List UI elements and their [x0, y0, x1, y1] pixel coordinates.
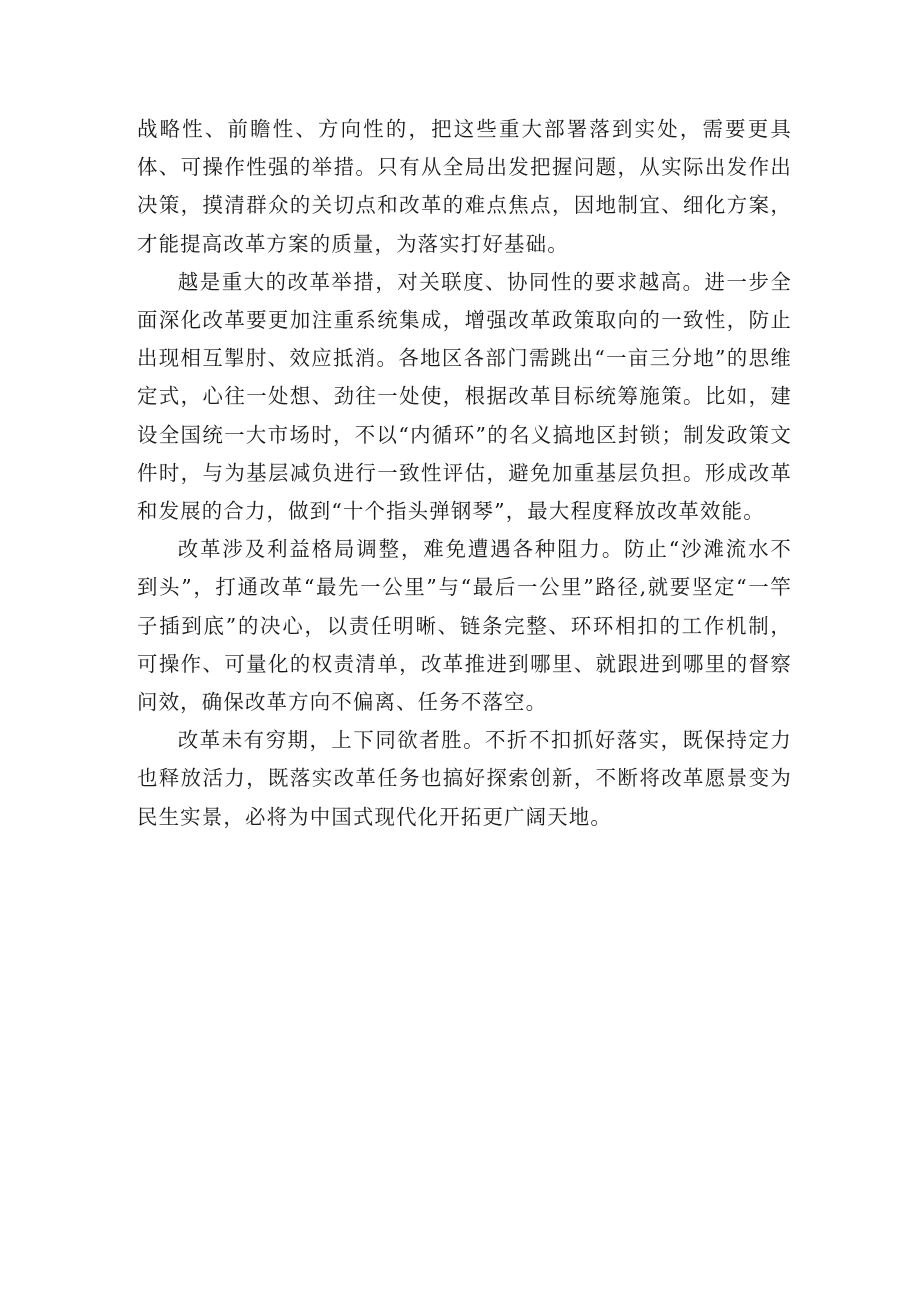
paragraph-4: 改革未有穷期，上下同欲者胜。不折不扣抓好落实，既保持定力也释放活力，既落实改革任务也搞好探索创新，不断将改革愿景变为民生实景，必将为中国式现代化开拓更广阔天地。 [137, 728, 792, 829]
paragraph-3: 改革涉及利益格局调整，难免遭遇各种阻力。防止“沙滩流水不到头”，打通改革“最先一公里”与“最后一公里”路径,就要坚定“一竿子插到底”的决心，以责任明晰、链条完整、环环相扣的工作机制，可操作、可量化的权责清单，改革推进到哪里、就跟进到哪里的督察问效，确保改革方向不偏离、任务不落空。 [137, 537, 792, 715]
paragraph-1: 战略性、前瞻性、方向性的，把这些重大部署落到实处，需要更具体、可操作性强的举措。只有从全局出发把握问题，从实际出发作出决策，摸清群众的关切点和改革的难点焦点，因地制宜、细化方案，才能提高改革方案的质量，为落实打好基础。 [137, 117, 792, 256]
document-body [137, 110, 792, 836]
paragraph-2: 越是重大的改革举措，对关联度、协同性的要求越高。进一步全面深化改革要更加注重系统集成，增强改革政策取向的一致性，防止出现相互掣肘、效应抵消。各地区各部门需跳出“一亩三分地”的思维定式，心往一处想、劲往一处使，根据改革目标统筹施策。比如，建设全国统一大市场时，不以“内循环”的名义搞地区封锁；制发政策文件时，与为基层减负进行一致性评估，避免加重基层负担。形成改革和发展的合力，做到“十个指头弹钢琴”，最大程度释放改革效能。 [137, 269, 792, 524]
